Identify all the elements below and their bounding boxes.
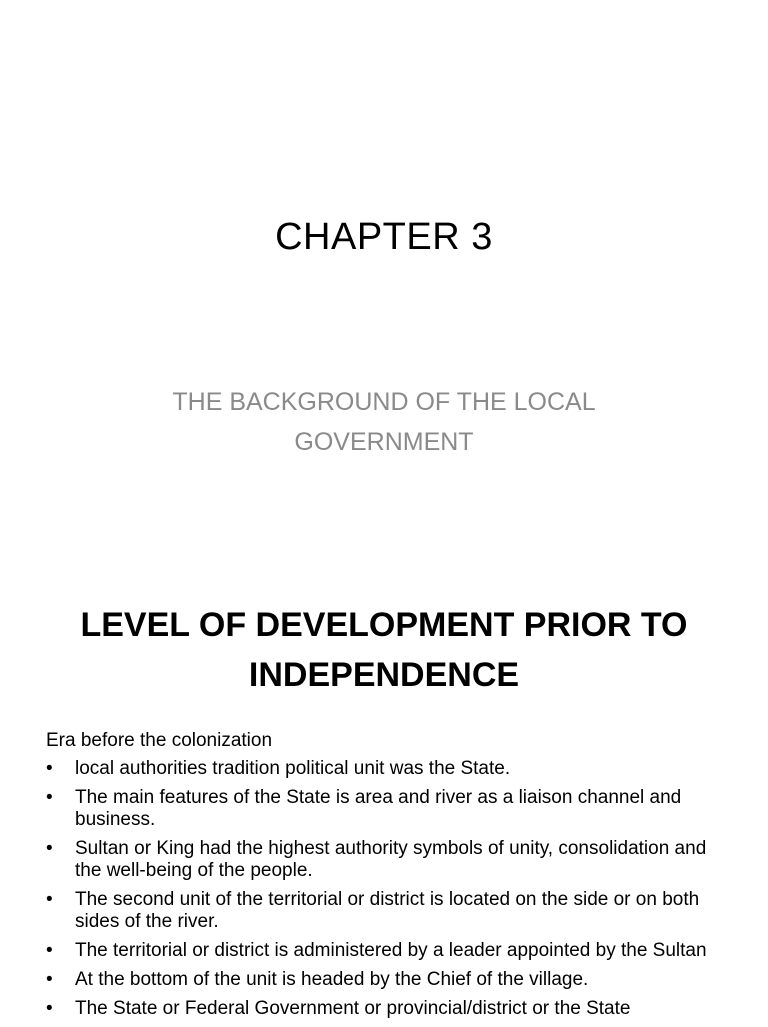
bullet-icon: • [46, 838, 53, 859]
list-item [46, 758, 736, 780]
content-slide [0, 560, 768, 1024]
list-item-text: The territorial or district is administered by a leader appointed by the Sultan [75, 940, 707, 961]
list-item [46, 969, 736, 991]
list-item [46, 787, 736, 831]
bullet-icon: • [46, 940, 53, 961]
list-item [46, 998, 736, 1020]
list-item [46, 838, 736, 882]
bullet-list [46, 758, 736, 1020]
list-item [46, 940, 736, 962]
slide-body [46, 730, 736, 1027]
intro-text: Era before the colonization [46, 730, 273, 751]
list-item-text: local authorities tradition political unit was the State. [75, 758, 511, 779]
bullet-icon: • [46, 998, 53, 1019]
chapter-title: CHAPTER 3 [275, 216, 493, 258]
list-item-text: The main features of the State is area and river as a liaison channel and business. [75, 787, 682, 830]
bullet-icon: • [46, 758, 53, 779]
list-item-text: The second unit of the territorial or district is located on the side or on both sides of the river. [75, 889, 700, 932]
bullet-icon: • [46, 787, 53, 808]
list-item [46, 889, 736, 933]
list-item-text: At the bottom of the unit is headed by the Chief of the village. [75, 969, 589, 990]
chapter-subtitle: THE BACKGROUND OF THE LOCAL GOVERNMENT [172, 388, 596, 456]
slide-heading: LEVEL OF DEVELOPMENT PRIOR TO INDEPENDENCE [80, 606, 688, 694]
list-item-text: Sultan or King had the highest authority symbols of unity, consolidation and the well-being of the people. [75, 838, 707, 881]
list-item-text: The State or Federal Government or provincial/district or the State [75, 998, 631, 1019]
bullet-icon: • [46, 969, 53, 990]
bullet-icon: • [46, 889, 53, 910]
